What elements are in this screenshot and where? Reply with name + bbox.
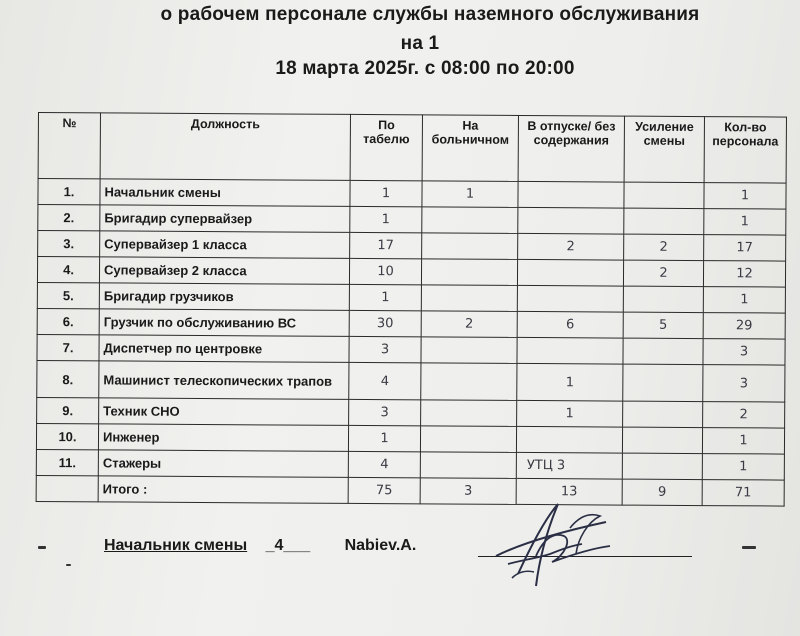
col-header-tabel: По табелю <box>350 114 422 180</box>
cell-sick <box>421 400 517 427</box>
col-header-leave: В отпуске/ без содержания <box>518 115 624 182</box>
signature-line <box>104 537 416 555</box>
shift-number: _4___ <box>265 537 311 554</box>
totals-row <box>36 475 784 506</box>
cell-boost <box>623 338 703 364</box>
total-boost: 9 <box>622 479 702 505</box>
cell-sick <box>421 363 517 401</box>
cell-tabel: 10 <box>349 258 421 284</box>
cell-total: 29 <box>703 313 785 340</box>
cell-tabel: 3 <box>349 399 421 425</box>
row-number: 2. <box>38 205 100 231</box>
cell-sick <box>421 285 517 312</box>
title-line-3: 18 марта 2025г. с 08:00 по 20:00 <box>275 58 575 79</box>
cell-leave <box>517 259 623 286</box>
cell-boost <box>624 182 704 208</box>
row-number: 9. <box>37 397 99 423</box>
cell-leave: УТЦ 3 <box>516 452 622 479</box>
row-position: Супервайзер 2 класса <box>99 257 349 285</box>
cell-tabel: 1 <box>348 425 420 451</box>
cell-leave: 2 <box>518 233 624 260</box>
row-number: 7. <box>37 334 99 360</box>
title-line-2: на 1 <box>400 33 440 54</box>
row-position: Бригадир грузчиков <box>99 283 349 311</box>
row-position: Диспетчер по центровке <box>99 335 349 363</box>
cell-leave <box>517 337 623 364</box>
cell-leave: 1 <box>517 400 623 427</box>
col-header-total: Кол-во персонала <box>704 117 786 183</box>
cell-tabel: 4 <box>348 451 420 477</box>
totals-empty-cell <box>36 475 98 501</box>
cell-sick <box>422 233 518 260</box>
cell-leave <box>518 181 624 208</box>
cell-sick <box>420 426 516 453</box>
row-number: 4. <box>37 257 99 283</box>
cell-boost: 5 <box>623 312 703 338</box>
cell-sick <box>420 452 516 479</box>
cell-tabel: 1 <box>350 206 422 232</box>
cell-total: 1 <box>702 428 784 455</box>
cell-boost <box>623 364 703 401</box>
row-position: Техник СНО <box>99 398 349 426</box>
cell-tabel: 4 <box>349 362 421 399</box>
cell-sick: 2 <box>421 311 517 338</box>
handwritten-signature <box>478 498 618 590</box>
left-margin-mark <box>38 546 46 549</box>
cell-boost: 2 <box>624 234 704 260</box>
right-margin-mark <box>742 546 756 549</box>
total-total: 71 <box>702 480 784 507</box>
row-number: 5. <box>37 282 99 308</box>
cell-boost <box>623 286 703 312</box>
row-position: Бригадир супервайзер <box>100 205 350 233</box>
cell-total: 2 <box>703 402 785 429</box>
signer-name: Nabiev.A. <box>344 537 417 554</box>
row-number: 10. <box>36 423 98 449</box>
cell-tabel: 1 <box>349 284 421 310</box>
left-margin-mark <box>66 564 71 566</box>
title-line-1: о рабочем персонале службы наземного обслуживания <box>160 4 700 25</box>
cell-boost <box>623 401 703 427</box>
col-header-boost: Усиление смены <box>624 116 704 182</box>
cell-tabel: 30 <box>349 310 421 336</box>
total-sick: 3 <box>420 478 516 505</box>
cell-total: 17 <box>704 235 786 262</box>
row-position: Грузчик по обслуживанию ВС <box>99 309 349 337</box>
cell-total: 3 <box>703 339 785 366</box>
cell-boost: 2 <box>623 260 703 286</box>
total-tabel: 75 <box>348 477 420 503</box>
cell-total: 12 <box>703 261 785 288</box>
signer-role: Начальник смены <box>104 537 248 554</box>
row-number: 3. <box>38 231 100 257</box>
cell-boost <box>624 208 704 234</box>
row-position: Машинист телескопических трапов <box>99 361 349 400</box>
cell-leave <box>516 426 622 453</box>
cell-total: 1 <box>704 183 786 210</box>
row-number: 1. <box>38 179 100 205</box>
col-header-sick: На больничном <box>422 115 518 182</box>
cell-total: 1 <box>702 454 784 481</box>
cell-leave: 1 <box>517 363 623 401</box>
col-header-number: № <box>38 113 100 179</box>
cell-boost <box>622 427 702 453</box>
col-header-position: Должность <box>100 113 350 181</box>
cell-tabel: 17 <box>350 232 422 258</box>
cell-tabel: 3 <box>349 336 421 362</box>
total-leave: 13 <box>516 478 622 505</box>
cell-leave: 6 <box>517 311 623 338</box>
staff-table <box>36 112 787 507</box>
row-position: Инженер <box>98 424 348 452</box>
cell-sick: 1 <box>422 181 518 208</box>
table-row <box>37 360 785 402</box>
row-number: 11. <box>36 449 98 475</box>
row-position: Стажеры <box>98 450 348 478</box>
cell-total: 3 <box>703 365 785 403</box>
cell-total: 1 <box>703 287 785 314</box>
cell-sick <box>422 207 518 234</box>
row-position: Супервайзер 1 класса <box>100 231 350 259</box>
cell-sick <box>421 337 517 364</box>
row-number: 6. <box>37 308 99 334</box>
row-number: 8. <box>37 360 99 397</box>
cell-tabel: 1 <box>350 180 422 206</box>
cell-sick <box>421 259 517 286</box>
cell-leave <box>518 207 624 234</box>
cell-boost <box>622 453 702 479</box>
cell-leave <box>517 285 623 312</box>
table-header-row <box>38 113 786 184</box>
row-position: Начальник смены <box>100 179 350 207</box>
cell-total: 1 <box>704 209 786 236</box>
totals-label: Итого : <box>98 476 348 504</box>
